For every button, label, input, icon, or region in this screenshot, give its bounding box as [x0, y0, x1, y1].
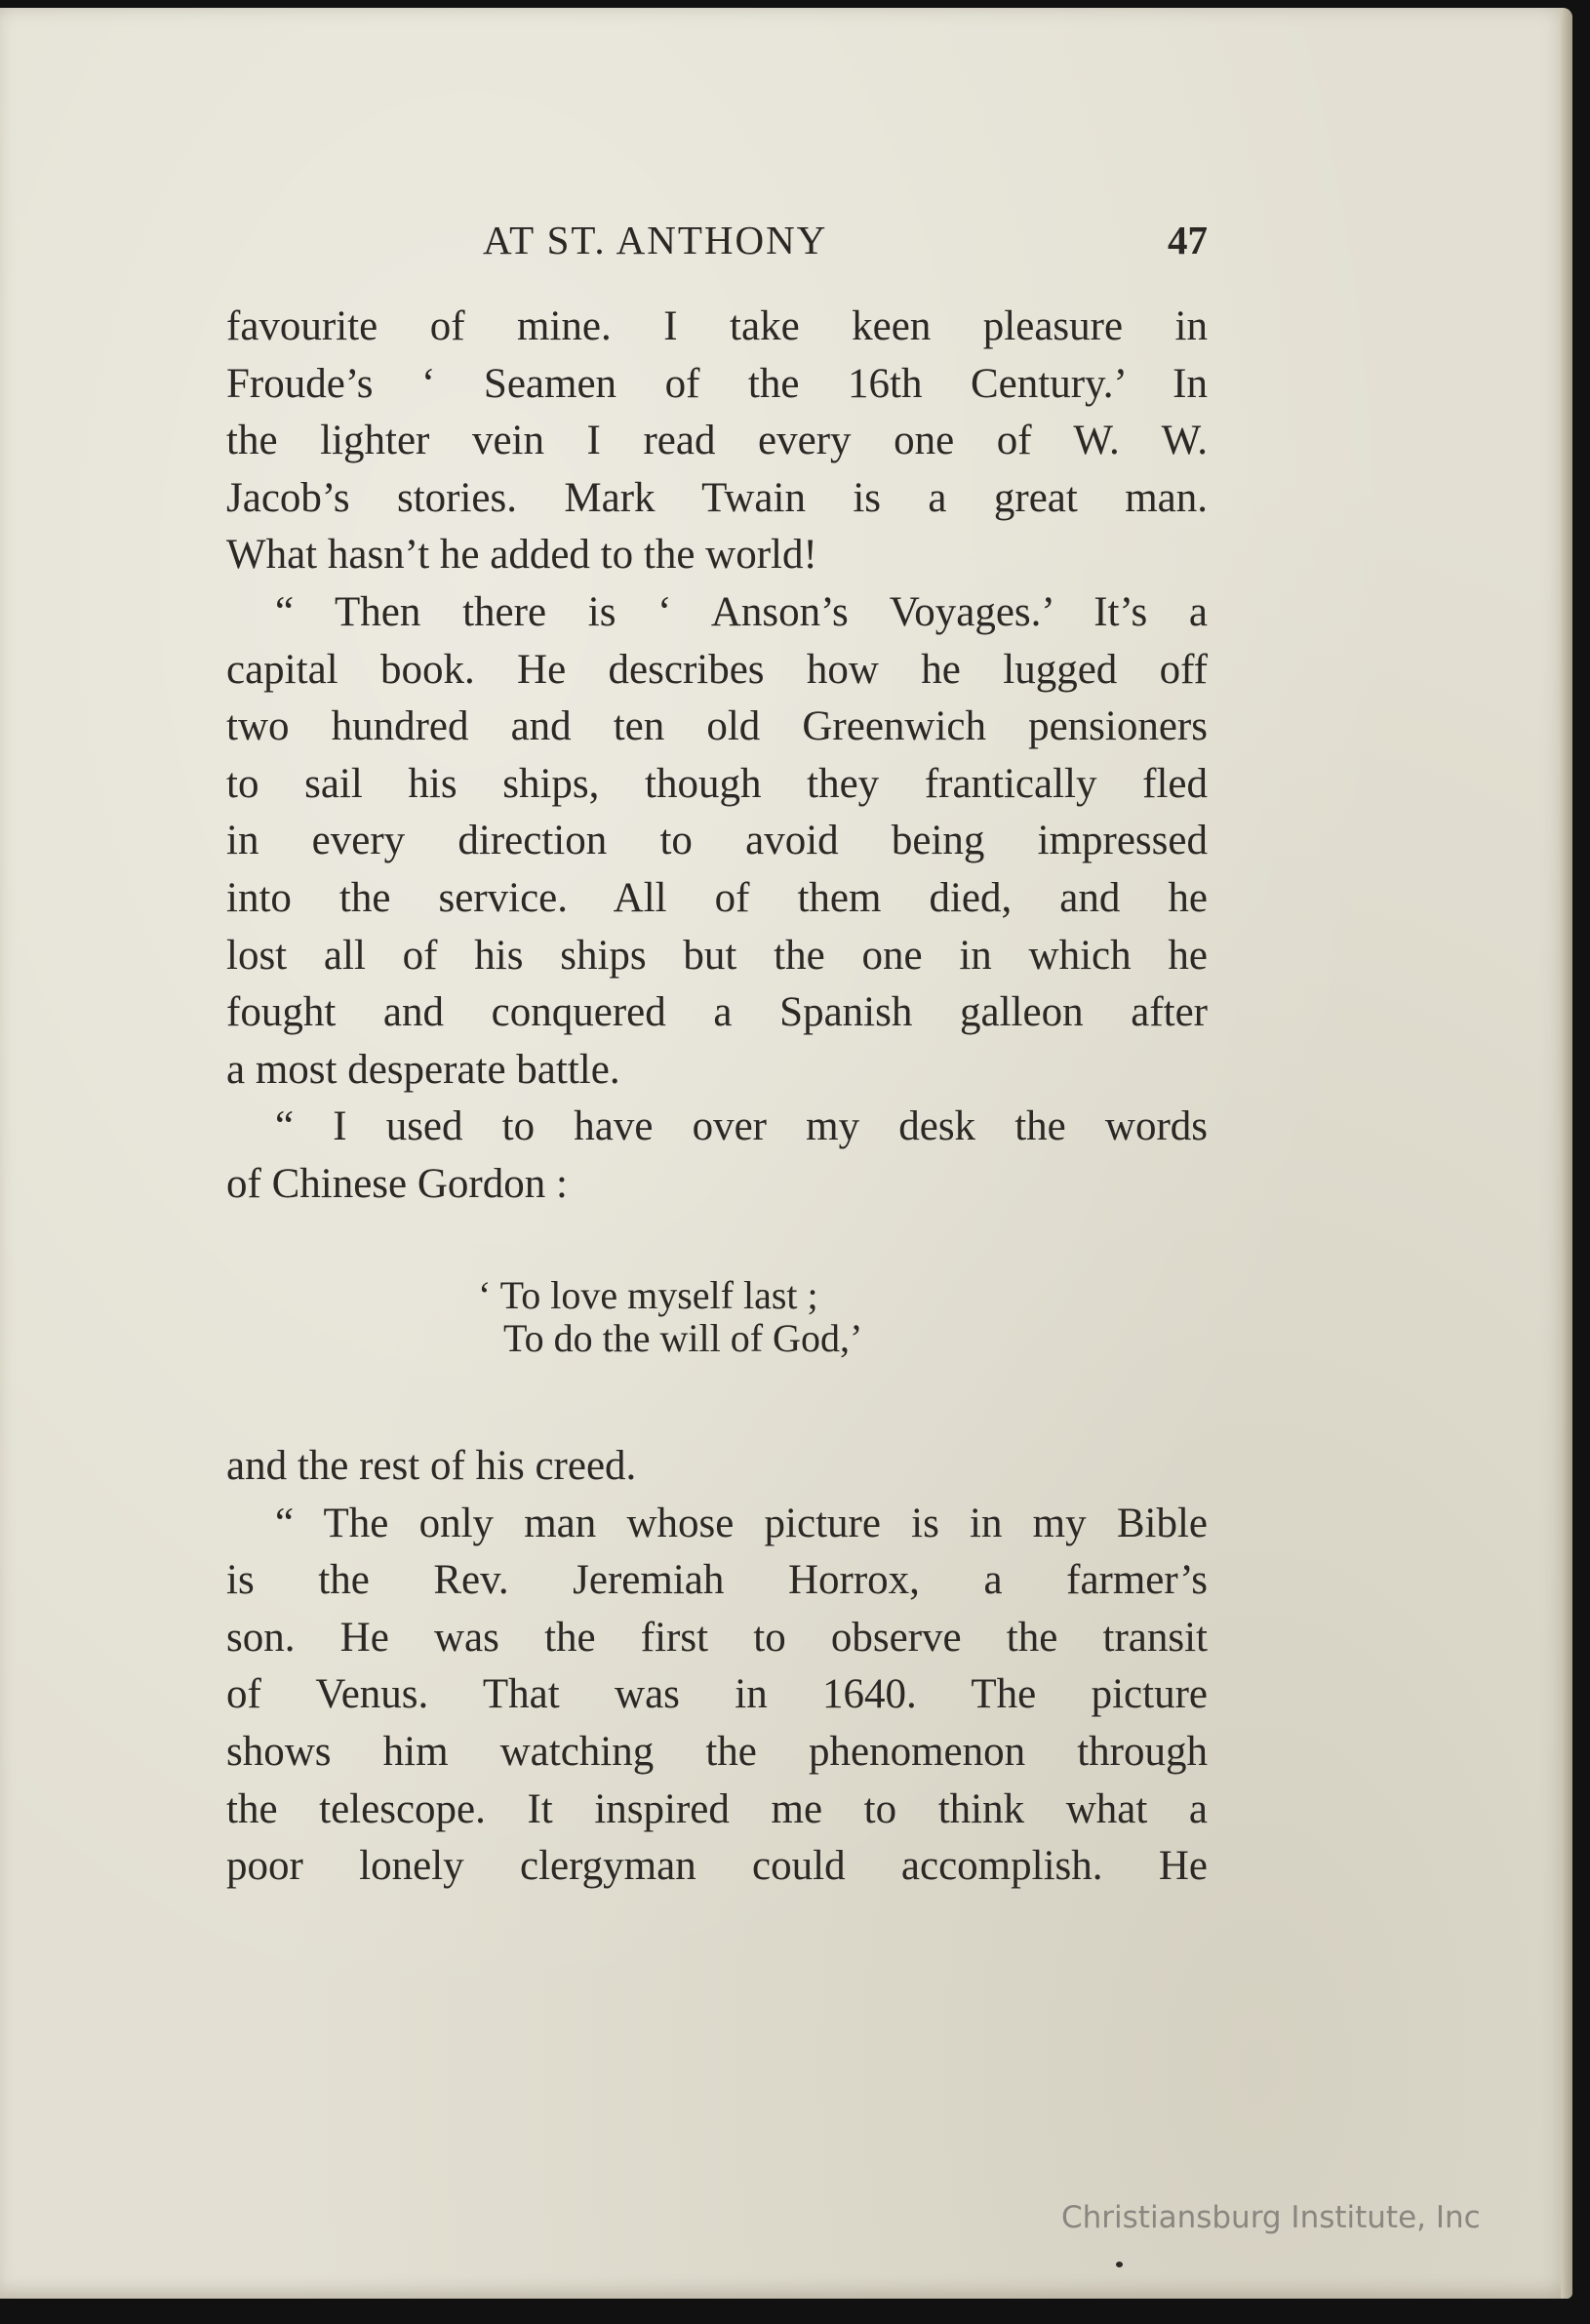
text-line: a most desperate battle. [226, 1046, 620, 1093]
text-line: the telescope. It inspired me to think what a [226, 1785, 1208, 1832]
body-text-lower [226, 1438, 1208, 1896]
text-line: “ Then there is ‘ Anson’s Voyages.’ It’s a [275, 588, 1208, 635]
text-line: “ The only man whose picture is in my Bible [275, 1500, 1208, 1546]
ink-speck [1116, 2262, 1123, 2267]
text-line: Froude’s ‘ Seamen of the 16th Century.’ In [226, 360, 1208, 407]
text-line: lost all of his ships but the one in which he [226, 932, 1208, 979]
running-head-title: AT ST. ANTHONY [483, 218, 828, 262]
text-line: fought and conquered a Spanish galleon after [226, 989, 1208, 1036]
text-line: the lighter vein I read every one of W. W. [226, 418, 1208, 464]
verse-line: ‘ To love myself last ; [478, 1273, 818, 1317]
text-line: of Chinese Gordon : [226, 1160, 568, 1207]
text-line: “ I used to have over my desk the words [275, 1103, 1208, 1150]
verse-line: To do the will of God,’ [503, 1316, 863, 1360]
text-line: two hundred and ten old Greenwich pensioners [226, 703, 1208, 750]
running-head [226, 217, 1208, 271]
text-line: into the service. All of them died, and he [226, 874, 1208, 921]
text-line: and the rest of his creed. [226, 1443, 637, 1489]
text-line: is the Rev. Jeremiah Horrox, a farmer’s [226, 1557, 1208, 1604]
text-line: in every direction to avoid being impressed [226, 818, 1208, 864]
verse-quote [478, 1274, 862, 1360]
text-line: of Venus. That was in 1640. The picture [226, 1671, 1208, 1718]
text-line: shows him watching the phenomenon through [226, 1728, 1208, 1775]
text-line: favourite of mine. I take keen pleasure in [226, 303, 1208, 349]
text-line: to sail his ships, though they frantically fled [226, 760, 1208, 807]
page-edge [1561, 8, 1572, 2299]
text-line: poor lonely clergyman could accomplish. He [226, 1843, 1208, 1890]
page-number: 47 [1168, 218, 1208, 262]
text-line: What hasn’t he added to the world! [226, 532, 817, 579]
text-line: capital book. He describes how he lugged off [226, 646, 1208, 693]
text-line: Jacob’s stories. Mark Twain is a great man. [226, 474, 1208, 521]
body-text-upper [226, 299, 1208, 1214]
text-line: son. He was the first to observe the transit [226, 1614, 1208, 1661]
watermark-text: Christiansburg Institute, Inc [1061, 2200, 1481, 2235]
